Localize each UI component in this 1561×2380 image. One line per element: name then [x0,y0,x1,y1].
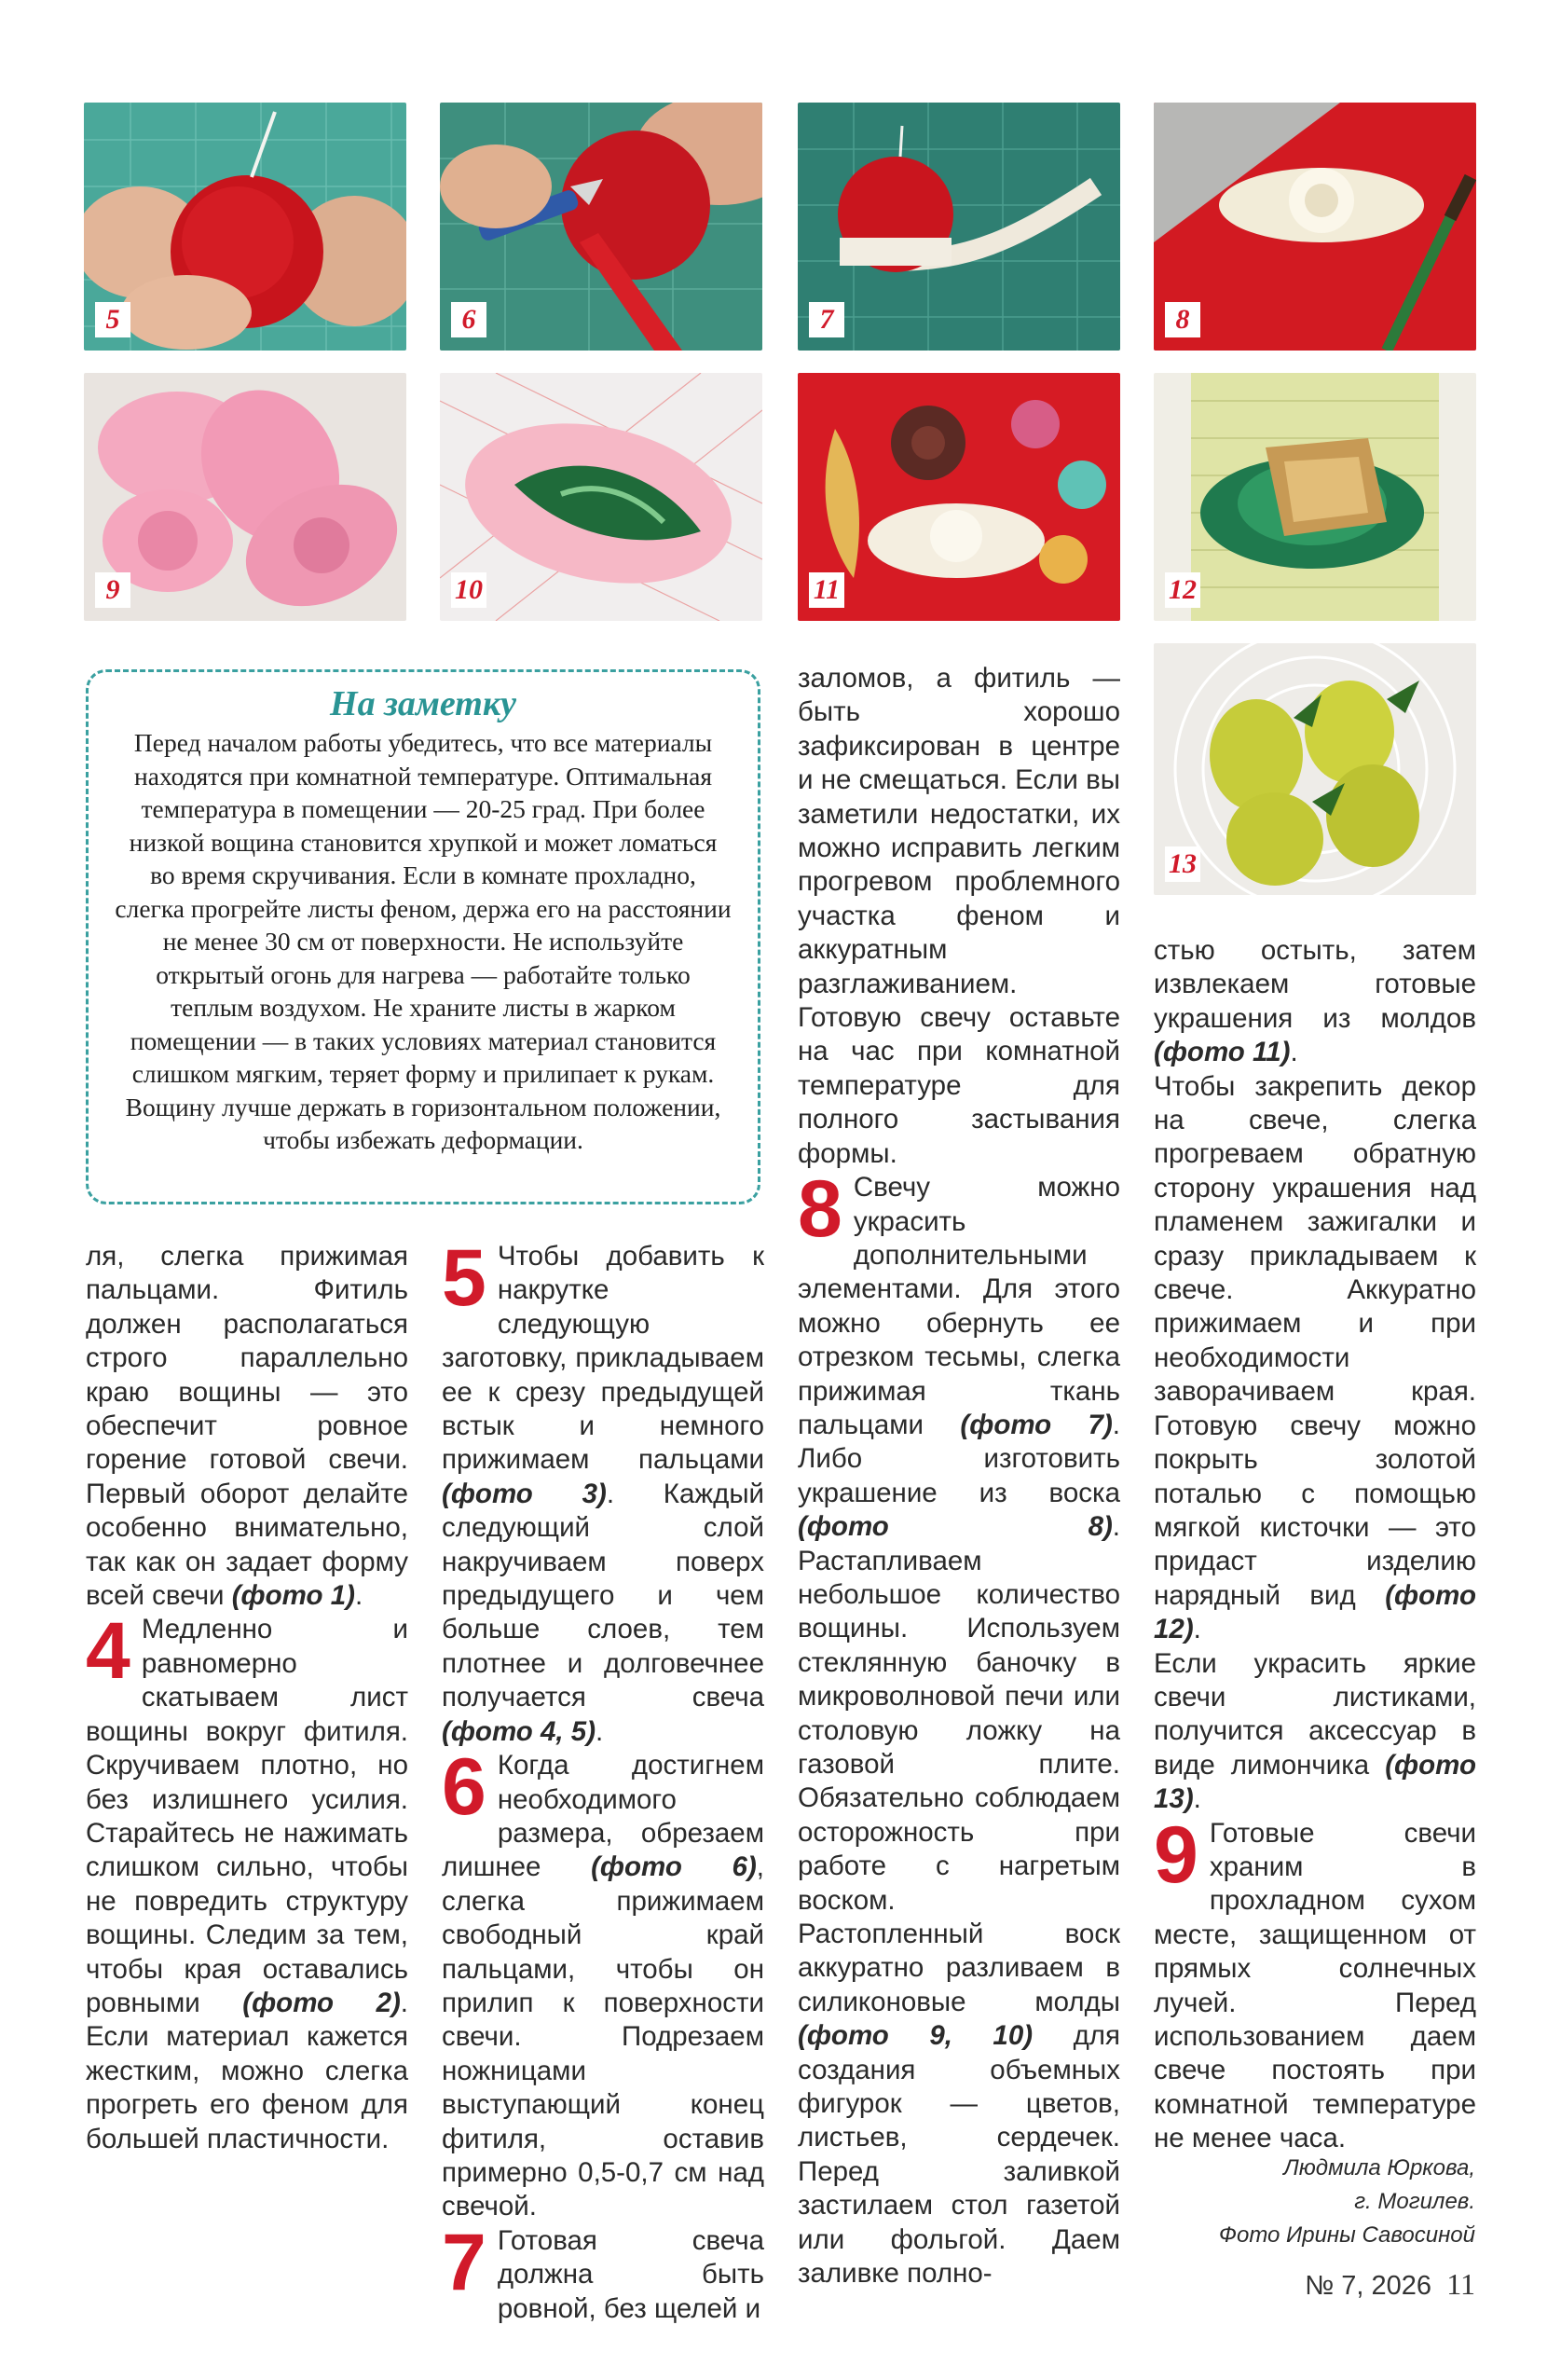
photo-6-number: 6 [451,302,486,337]
step-5-end: . [596,1715,604,1747]
credits [1219,2152,1475,2252]
photo-8 [1154,103,1476,351]
step-6-text: Когда достигнем необходимого размера, обрезаем лишнее [442,1750,764,1883]
step-8-number: 8 [798,1164,842,1255]
photo-5 [84,103,406,351]
step-8-ref2: (фото 8) [798,1511,1113,1543]
photo-5-number: 5 [95,302,130,337]
photo-7-number: 7 [809,302,844,337]
col4-p1-text: стью остыть, затем извлекаем готовые украшения из молдов [1154,935,1476,1034]
col3-paragraph-1: заломов, а фитиль — быть хорошо зафиксирован в центре и не смещаться. Если вы заметили недостатки, их можно исправить легким прогревом проблемного участка феном и аккуратным разглаживанием. Готовую свечу оставьте на час при комнатной температуре для полного застывания формы. [798,663,1120,1169]
col4-paragraph-2 [1154,1070,1476,1647]
col1-p1-ref: (фото 1) [231,1580,355,1612]
photo-12-number: 12 [1165,572,1200,608]
col1-p1-end: . [354,1580,363,1612]
step-7-number: 7 [442,2217,486,2307]
step-9 [1154,1809,1476,2156]
step-5-text: Чтобы добавить к накрутке следующую заготовку, прикладываем ее к срезу предыдущей встык и немного прижимаем пальцами [442,1241,764,1476]
step-8-text: Свечу можно украсить дополнительными элементами. Для этого можно обернуть ее отрезком тесьмы, слегка прижимая ткань пальцами [798,1172,1120,1440]
col3-p2-ref: (фото 9, 10) [798,2020,1034,2052]
note-box [86,669,760,1204]
col1-paragraph-1 [86,1240,408,1613]
step-9-number: 9 [1154,1809,1198,1900]
col4-p2-text: Чтобы закрепить декор на свече, слегка прогреваем обратную сторону украшения над пламенем зажигалки и сразу прикладываем к свече. Аккуратно прижимаем и при необходимости заворачиваем края. Готовую свечу можно покрыть золотой поталью с помощью мягкой кисточки — это придаст изделию нарядный вид [1154,1070,1476,1611]
col4-paragraph-3 [1154,1647,1476,1817]
step-7 [442,2217,764,2326]
step-8 [798,1164,1120,1918]
page-number: 11 [1446,2267,1475,2301]
step-4-end: . Если материал кажется жестким, можно слегка прогреть его феном для большей пластичности. [86,1987,408,2154]
photo-11-image [798,373,1120,621]
step-5-ref2: (фото 4, 5) [442,1715,596,1747]
step-5-number: 5 [442,1233,486,1323]
col4-p1-end: . [1290,1037,1298,1068]
issue-number: № 7, 2026 [1305,2271,1432,2301]
credit-author: Людмила Юркова, [1283,2155,1475,2181]
col3-paragraph-2 [798,1918,1120,2291]
col3-p2-end: для создания объемных фигурок — цветов, листьев, сердечек. Перед заливкой застилаем стол газетой или фольгой. Даем заливке полно- [798,2020,1120,2290]
photo-13 [1154,643,1476,895]
step-4-text: Медленно и равномерно скатываем лист вощины вокруг фитиля. Скручиваем плотно, но без излишнего усилия. Старайтесь не нажимать слишком сильно, чтобы не повредить структуру вощины. Следим за тем, чтобы края оставались ровными [86,1614,408,2018]
col1-p1-text: ля, слегка прижимая пальцами. Фитиль должен располагаться строго параллельно краю вощины — это обеспечит ровное горение готовой свечи. Первый оборот делайте особенно внимательно, так как он задает форму всей свечи [86,1241,408,1612]
column-4 [1154,934,1476,2156]
photo-6-image [440,103,762,351]
photo-7 [798,103,1120,351]
photo-12-image [1154,373,1476,621]
photo-7-image [798,103,1120,351]
photo-6 [440,103,762,351]
photo-13-image [1154,643,1476,895]
photo-13-number: 13 [1165,846,1200,882]
photo-10-number: 10 [451,572,486,608]
step-5 [442,1233,764,1749]
step-4 [86,1606,408,2156]
photo-9 [84,373,406,621]
photo-9-image [84,373,406,621]
step-9-text: Готовые свечи храним в прохладном сухом месте, защищенном от прямых солнечных лучей. Перед использованием даем свече постоять при комнатной температуре не менее часа. [1154,1817,1476,2154]
col4-p2-ref: (фото 12) [1154,1579,1476,1645]
col3-p2-text: Растопленный воск аккуратно разливаем в силиконовые молды [798,1919,1120,2017]
credit-photo: Фото Ирины Савосиной [1218,2222,1475,2248]
step-8-end: . Растапливаем небольшое количество вощины. Используем стеклянную баночку в микроволновой печи или столовую ложку на газовой плите. Обязательно соблюдаем осторожность при работе с нагретым воском. [798,1511,1120,1916]
column-3 [798,662,1120,2291]
photo-9-number: 9 [95,572,130,608]
step-8-ref: (фото 7) [960,1409,1113,1440]
step-4-number: 4 [86,1606,130,1697]
column-2 [442,1233,764,2326]
col4-p3-ref: (фото 13) [1154,1749,1476,1815]
photo-11-number: 11 [809,572,844,608]
photo-11 [798,373,1120,621]
col4-paragraph-1 [1154,934,1476,1070]
col4-p3-text: Если украсить яркие свечи листиками, получится аксессуар в виде лимончика [1154,1647,1476,1781]
col4-p3-end: . [1193,1783,1201,1815]
col4-p2-end: . [1193,1614,1201,1645]
step-5-ref: (фото 3) [442,1478,607,1509]
step-6-end: , слегка прижимаем свободный край пальцами, чтобы он прилип к поверхности свечи. Подрезаем ножницами выступающий конец фитиля, оставив примерно 0,5-0,7 см над свечой. [442,1851,764,2222]
column-1 [86,1240,408,2156]
photo-10-image [440,373,762,621]
step-6-ref: (фото 6) [591,1851,757,1883]
step-6 [442,1742,764,2224]
step-4-ref: (фото 2) [242,1987,401,2018]
step-5-mid: . Каждый следующий слой накручиваем поверх предыдущего и чем больше слоев, тем плотнее и долговечнее получается свеча [442,1478,764,1713]
photo-10 [440,373,762,621]
photo-5-image [84,103,406,351]
page-footer [1305,2267,1475,2302]
photo-12 [1154,373,1476,621]
step-7-text: Готовая свеча должна быть ровной, без щелей и [497,2224,764,2324]
note-text: Перед началом работы убедитесь, что все материалы находятся при комнатной температуре. Оптимальная температура в помещении — 20-25 град. При более низкой вощина становится хрупкой и может ломаться во время скручивания. Если в комнате прохладно, слегка прогрейте листы феном, держа его на расстоянии не менее 30 см от поверхности. Не используйте открытый огонь для нагрева — работайте только теплым воздухом. Не храните листы в жарком помещении — в таких условиях материал становится слишком мягким, теряет форму и прилипает к рукам. Вощину лучше держать в горизонтальном положении, чтобы избежать деформации. [115,728,732,1154]
photo-8-image [1154,103,1476,351]
step-8-mid: . Либо изготовить украшение из воска [798,1409,1120,1508]
credit-city: г. Могилев. [1354,2189,1475,2214]
step-6-number: 6 [442,1742,486,1833]
col4-p1-ref: (фото 11) [1154,1037,1291,1068]
note-title: На заметку [330,684,516,723]
photo-8-number: 8 [1165,302,1200,337]
